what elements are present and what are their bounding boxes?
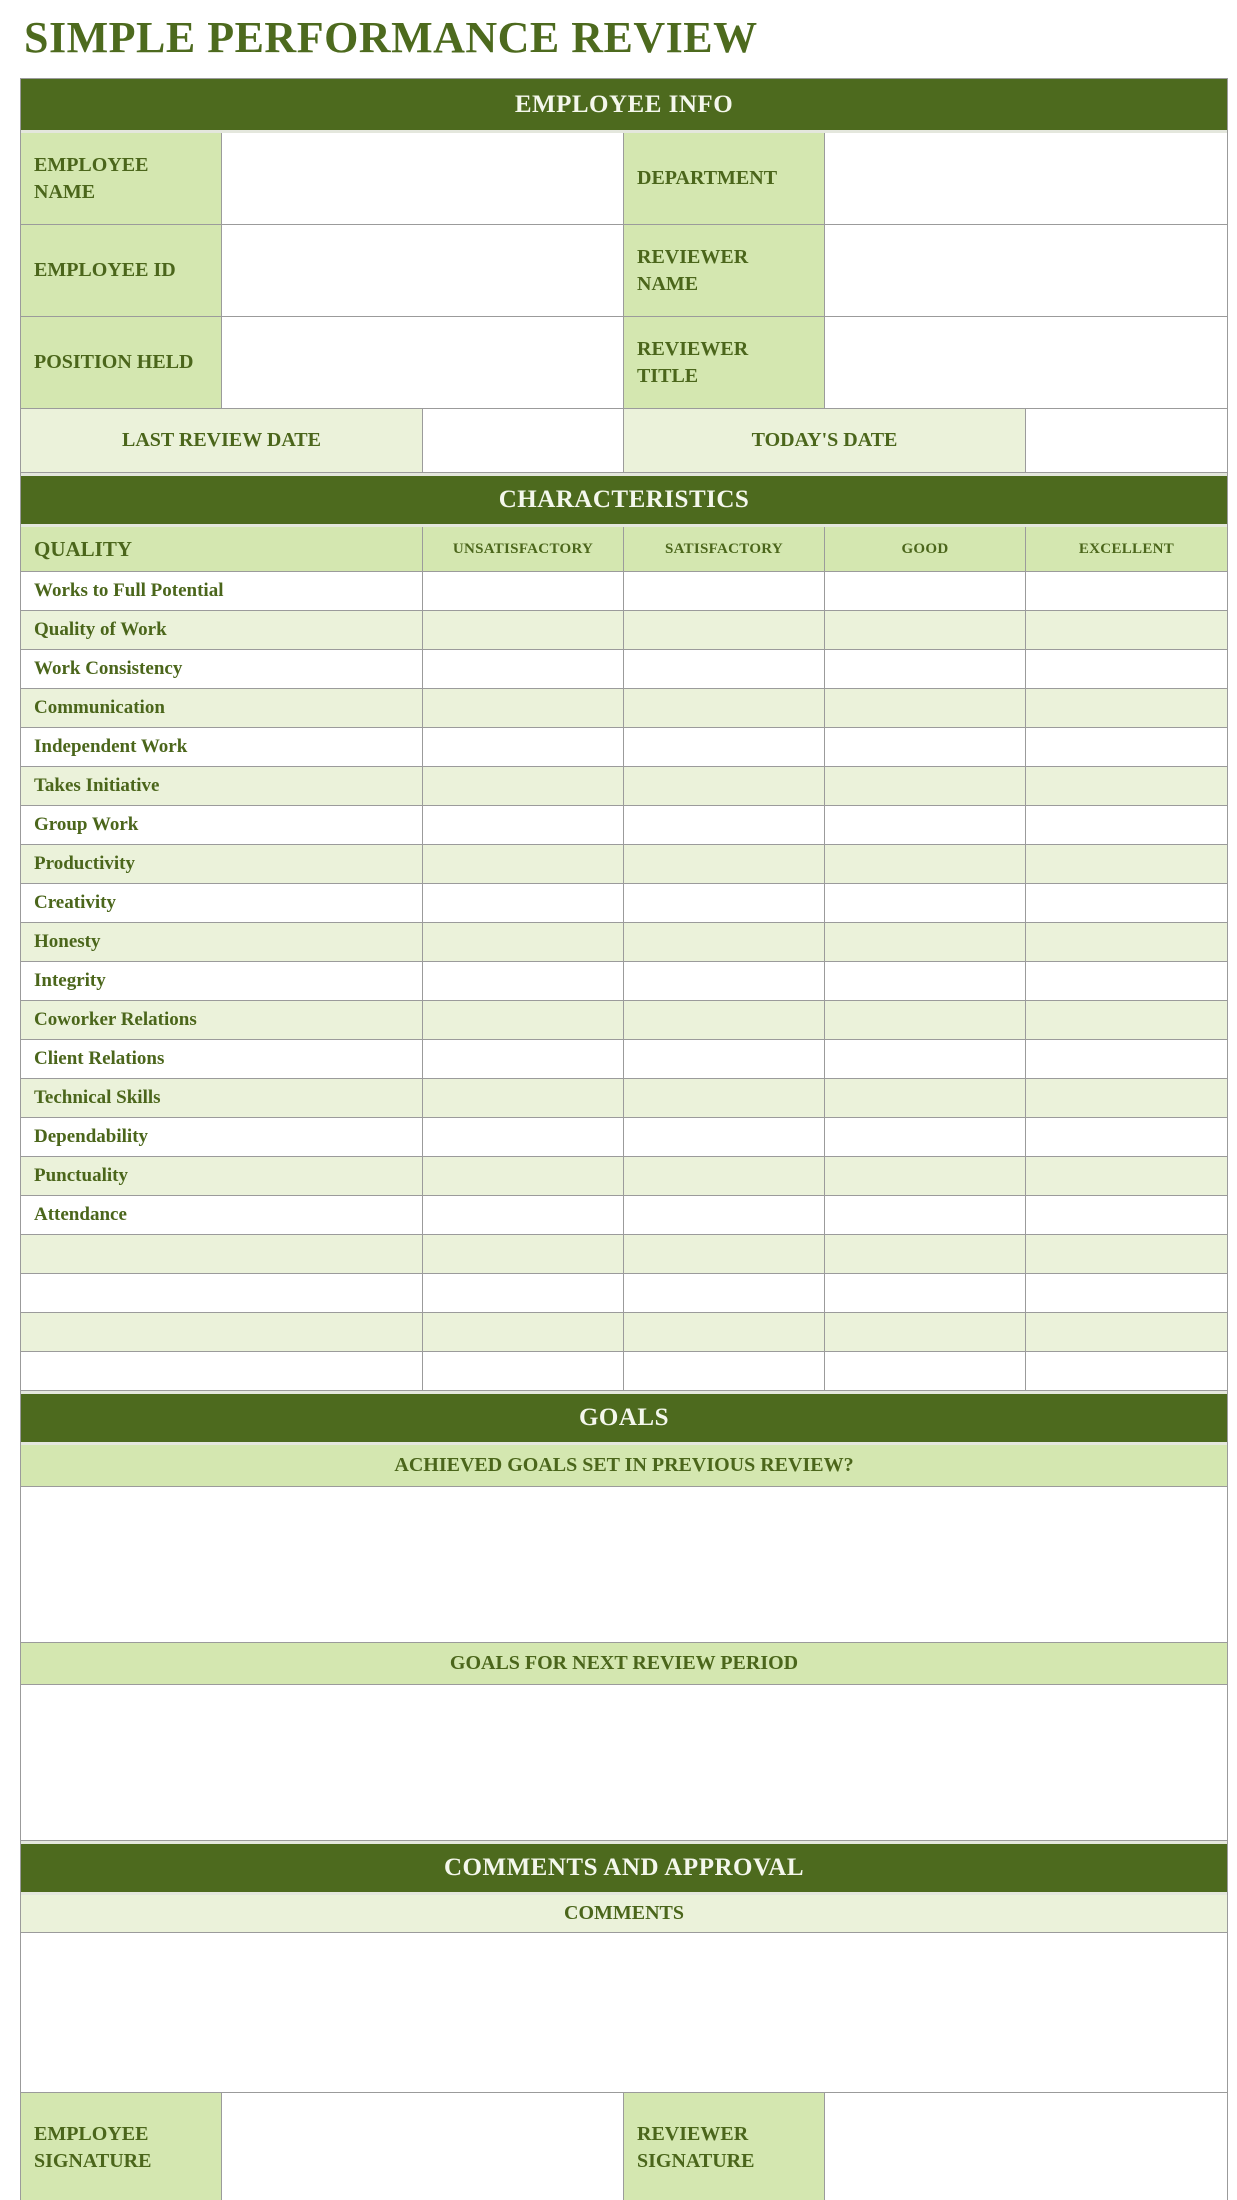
rating-cell-satisfactory[interactable]: [624, 1274, 825, 1312]
characteristic-row: [21, 1079, 1227, 1118]
rating-cell-unsatisfactory[interactable]: [423, 884, 624, 922]
rating-cell-unsatisfactory[interactable]: [423, 1040, 624, 1078]
rating-cell-excellent[interactable]: [1026, 650, 1227, 688]
rating-cell-good[interactable]: [825, 728, 1026, 766]
characteristic-label: Integrity: [21, 962, 423, 1000]
rating-cell-unsatisfactory[interactable]: [423, 1001, 624, 1039]
rating-cell-unsatisfactory[interactable]: [423, 1157, 624, 1195]
employee-info-row-2: [21, 225, 1227, 317]
goals-header: GOALS: [21, 1391, 1227, 1445]
rating-cell-unsatisfactory[interactable]: [423, 611, 624, 649]
rating-cell-good[interactable]: [825, 1352, 1026, 1390]
quality-column-header: QUALITY: [21, 527, 423, 571]
characteristic-row: [21, 1313, 1227, 1352]
rating-cell-unsatisfactory[interactable]: [423, 1235, 624, 1273]
characteristic-label: Productivity: [21, 845, 423, 883]
rating-cell-unsatisfactory[interactable]: [423, 650, 624, 688]
characteristic-label[interactable]: [21, 1352, 423, 1390]
reviewer-signature-label: REVIEWER SIGNATURE: [624, 2093, 825, 2200]
reviewer-name-field[interactable]: [825, 225, 1227, 316]
rating-cell-satisfactory[interactable]: [624, 923, 825, 961]
characteristics-columns-row: [21, 527, 1227, 572]
rating-cell-good[interactable]: [825, 1274, 1026, 1312]
todays-date-label: TODAY'S DATE: [624, 409, 1026, 472]
characteristic-row: [21, 1157, 1227, 1196]
satisfactory-column-header: SATISFACTORY: [624, 527, 825, 571]
characteristic-label: Honesty: [21, 923, 423, 961]
employee-signature-field[interactable]: [222, 2093, 624, 2200]
rating-cell-satisfactory[interactable]: [624, 611, 825, 649]
employee-info-row-1: [21, 133, 1227, 225]
characteristic-row: [21, 1196, 1227, 1235]
rating-cell-unsatisfactory[interactable]: [423, 767, 624, 805]
rating-cell-excellent[interactable]: [1026, 962, 1227, 1000]
characteristic-row: [21, 1352, 1227, 1391]
rating-cell-satisfactory[interactable]: [624, 1313, 825, 1351]
rating-cell-excellent[interactable]: [1026, 1079, 1227, 1117]
rating-cell-excellent[interactable]: [1026, 1001, 1227, 1039]
characteristic-label: Client Relations: [21, 1040, 423, 1078]
characteristic-row: [21, 962, 1227, 1001]
characteristic-row: [21, 845, 1227, 884]
page-title: SIMPLE PERFORMANCE REVIEW: [24, 13, 758, 62]
rating-cell-good[interactable]: [825, 1235, 1026, 1273]
rating-cell-good[interactable]: [825, 1313, 1026, 1351]
rating-cell-satisfactory[interactable]: [624, 1157, 825, 1195]
characteristic-row: [21, 611, 1227, 650]
characteristic-row: [21, 728, 1227, 767]
next-goals-label: GOALS FOR NEXT REVIEW PERIOD: [21, 1643, 1227, 1685]
reviewer-title-label: REVIEWER TITLE: [624, 317, 825, 408]
characteristic-label: Dependability: [21, 1118, 423, 1156]
rating-cell-excellent[interactable]: [1026, 845, 1227, 883]
characteristics-header: CHARACTERISTICS: [21, 473, 1227, 527]
last-review-date-label: LAST REVIEW DATE: [21, 409, 423, 472]
rating-cell-satisfactory[interactable]: [624, 1079, 825, 1117]
rating-cell-excellent[interactable]: [1026, 1118, 1227, 1156]
signatures-row: [21, 2093, 1227, 2200]
rating-cell-unsatisfactory[interactable]: [423, 1313, 624, 1351]
position-held-label: POSITION HELD: [21, 317, 222, 408]
characteristic-row: [21, 806, 1227, 845]
rating-cell-unsatisfactory[interactable]: [423, 923, 624, 961]
rating-cell-excellent[interactable]: [1026, 1274, 1227, 1312]
characteristic-row: [21, 767, 1227, 806]
characteristic-label: Creativity: [21, 884, 423, 922]
rating-cell-excellent[interactable]: [1026, 1352, 1227, 1390]
rating-cell-excellent[interactable]: [1026, 1040, 1227, 1078]
unsatisfactory-column-header: UNSATISFACTORY: [423, 527, 624, 571]
rating-cell-satisfactory[interactable]: [624, 1001, 825, 1039]
rating-cell-satisfactory[interactable]: [624, 689, 825, 727]
rating-cell-unsatisfactory[interactable]: [423, 1118, 624, 1156]
rating-cell-satisfactory[interactable]: [624, 767, 825, 805]
rating-cell-excellent[interactable]: [1026, 884, 1227, 922]
characteristic-label: Attendance: [21, 1196, 423, 1234]
rating-cell-satisfactory[interactable]: [624, 1196, 825, 1234]
comments-field[interactable]: [21, 1933, 1227, 2093]
rating-cell-good[interactable]: [825, 845, 1026, 883]
rating-cell-excellent[interactable]: [1026, 1235, 1227, 1273]
rating-cell-satisfactory[interactable]: [624, 1118, 825, 1156]
characteristic-row: [21, 650, 1227, 689]
characteristic-label: Punctuality: [21, 1157, 423, 1195]
rating-cell-unsatisfactory[interactable]: [423, 1079, 624, 1117]
rating-cell-satisfactory[interactable]: [624, 650, 825, 688]
rating-cell-good[interactable]: [825, 650, 1026, 688]
comments-approval-header: COMMENTS AND APPROVAL: [21, 1841, 1227, 1895]
rating-cell-satisfactory[interactable]: [624, 884, 825, 922]
characteristic-row: [21, 572, 1227, 611]
rating-cell-good[interactable]: [825, 611, 1026, 649]
rating-cell-good[interactable]: [825, 884, 1026, 922]
rating-cell-excellent[interactable]: [1026, 1157, 1227, 1195]
employee-info-header: EMPLOYEE INFO: [21, 79, 1227, 133]
characteristic-row: [21, 689, 1227, 728]
rating-cell-excellent[interactable]: [1026, 572, 1227, 610]
rating-cell-unsatisfactory[interactable]: [423, 689, 624, 727]
characteristic-label: Technical Skills: [21, 1079, 423, 1117]
rating-cell-unsatisfactory[interactable]: [423, 962, 624, 1000]
characteristic-row: [21, 1274, 1227, 1313]
rating-cell-unsatisfactory[interactable]: [423, 1196, 624, 1234]
rating-cell-satisfactory[interactable]: [624, 806, 825, 844]
rating-cell-satisfactory[interactable]: [624, 728, 825, 766]
characteristic-label: Coworker Relations: [21, 1001, 423, 1039]
excellent-column-header: EXCELLENT: [1026, 527, 1227, 571]
rating-cell-excellent[interactable]: [1026, 767, 1227, 805]
reviewer-signature-field[interactable]: [825, 2093, 1227, 2200]
next-goals-field[interactable]: [21, 1685, 1227, 1841]
characteristic-label: Quality of Work: [21, 611, 423, 649]
rating-cell-good[interactable]: [825, 962, 1026, 1000]
department-field[interactable]: [825, 133, 1227, 224]
characteristic-row: [21, 1001, 1227, 1040]
rating-cell-good[interactable]: [825, 572, 1026, 610]
rating-cell-excellent[interactable]: [1026, 1313, 1227, 1351]
characteristic-label: Takes Initiative: [21, 767, 423, 805]
rating-cell-good[interactable]: [825, 1001, 1026, 1039]
characteristic-label: Group Work: [21, 806, 423, 844]
reviewer-name-label: REVIEWER NAME: [624, 225, 825, 316]
characteristics-table: [21, 572, 1227, 1391]
characteristic-row: [21, 1235, 1227, 1274]
characteristic-label: Work Consistency: [21, 650, 423, 688]
employee-id-field[interactable]: [222, 225, 624, 316]
characteristic-label: Communication: [21, 689, 423, 727]
rating-cell-good[interactable]: [825, 1157, 1026, 1195]
rating-cell-unsatisfactory[interactable]: [423, 572, 624, 610]
rating-cell-good[interactable]: [825, 1118, 1026, 1156]
rating-cell-excellent[interactable]: [1026, 689, 1227, 727]
rating-cell-satisfactory[interactable]: [624, 1040, 825, 1078]
rating-cell-unsatisfactory[interactable]: [423, 806, 624, 844]
employee-name-label: EMPLOYEE NAME: [21, 133, 222, 224]
achieved-goals-label: ACHIEVED GOALS SET IN PREVIOUS REVIEW?: [21, 1445, 1227, 1487]
position-held-field[interactable]: [222, 317, 624, 408]
rating-cell-excellent[interactable]: [1026, 806, 1227, 844]
rating-cell-unsatisfactory[interactable]: [423, 1352, 624, 1390]
rating-cell-satisfactory[interactable]: [624, 962, 825, 1000]
characteristic-label[interactable]: [21, 1274, 423, 1312]
characteristic-row: [21, 923, 1227, 962]
todays-date-field[interactable]: [1026, 409, 1227, 472]
rating-cell-excellent[interactable]: [1026, 923, 1227, 961]
rating-cell-good[interactable]: [825, 1040, 1026, 1078]
characteristic-row: [21, 1118, 1227, 1157]
characteristic-label[interactable]: [21, 1313, 423, 1351]
rating-cell-satisfactory[interactable]: [624, 1352, 825, 1390]
department-label: DEPARTMENT: [624, 133, 825, 224]
review-form: [20, 78, 1228, 2200]
rating-cell-excellent[interactable]: [1026, 1196, 1227, 1234]
rating-cell-good[interactable]: [825, 1196, 1026, 1234]
rating-cell-unsatisfactory[interactable]: [423, 728, 624, 766]
rating-cell-excellent[interactable]: [1026, 728, 1227, 766]
good-column-header: GOOD: [825, 527, 1026, 571]
characteristic-label: Independent Work: [21, 728, 423, 766]
rating-cell-good[interactable]: [825, 689, 1026, 727]
employee-name-field[interactable]: [222, 133, 624, 224]
reviewer-title-field[interactable]: [825, 317, 1227, 408]
characteristic-label[interactable]: [21, 1235, 423, 1273]
last-review-date-field[interactable]: [423, 409, 624, 472]
characteristic-row: [21, 884, 1227, 923]
rating-cell-satisfactory[interactable]: [624, 845, 825, 883]
characteristic-row: [21, 1040, 1227, 1079]
characteristic-label: Works to Full Potential: [21, 572, 423, 610]
rating-cell-satisfactory[interactable]: [624, 572, 825, 610]
dates-row: [21, 409, 1227, 473]
rating-cell-unsatisfactory[interactable]: [423, 1274, 624, 1312]
comments-label: COMMENTS: [21, 1895, 1227, 1933]
employee-signature-label: EMPLOYEE SIGNATURE: [21, 2093, 222, 2200]
rating-cell-excellent[interactable]: [1026, 611, 1227, 649]
rating-cell-good[interactable]: [825, 923, 1026, 961]
employee-id-label: EMPLOYEE ID: [21, 225, 222, 316]
rating-cell-good[interactable]: [825, 767, 1026, 805]
employee-info-row-3: [21, 317, 1227, 409]
rating-cell-good[interactable]: [825, 1079, 1026, 1117]
rating-cell-good[interactable]: [825, 806, 1026, 844]
rating-cell-satisfactory[interactable]: [624, 1235, 825, 1273]
achieved-goals-field[interactable]: [21, 1487, 1227, 1643]
rating-cell-unsatisfactory[interactable]: [423, 845, 624, 883]
